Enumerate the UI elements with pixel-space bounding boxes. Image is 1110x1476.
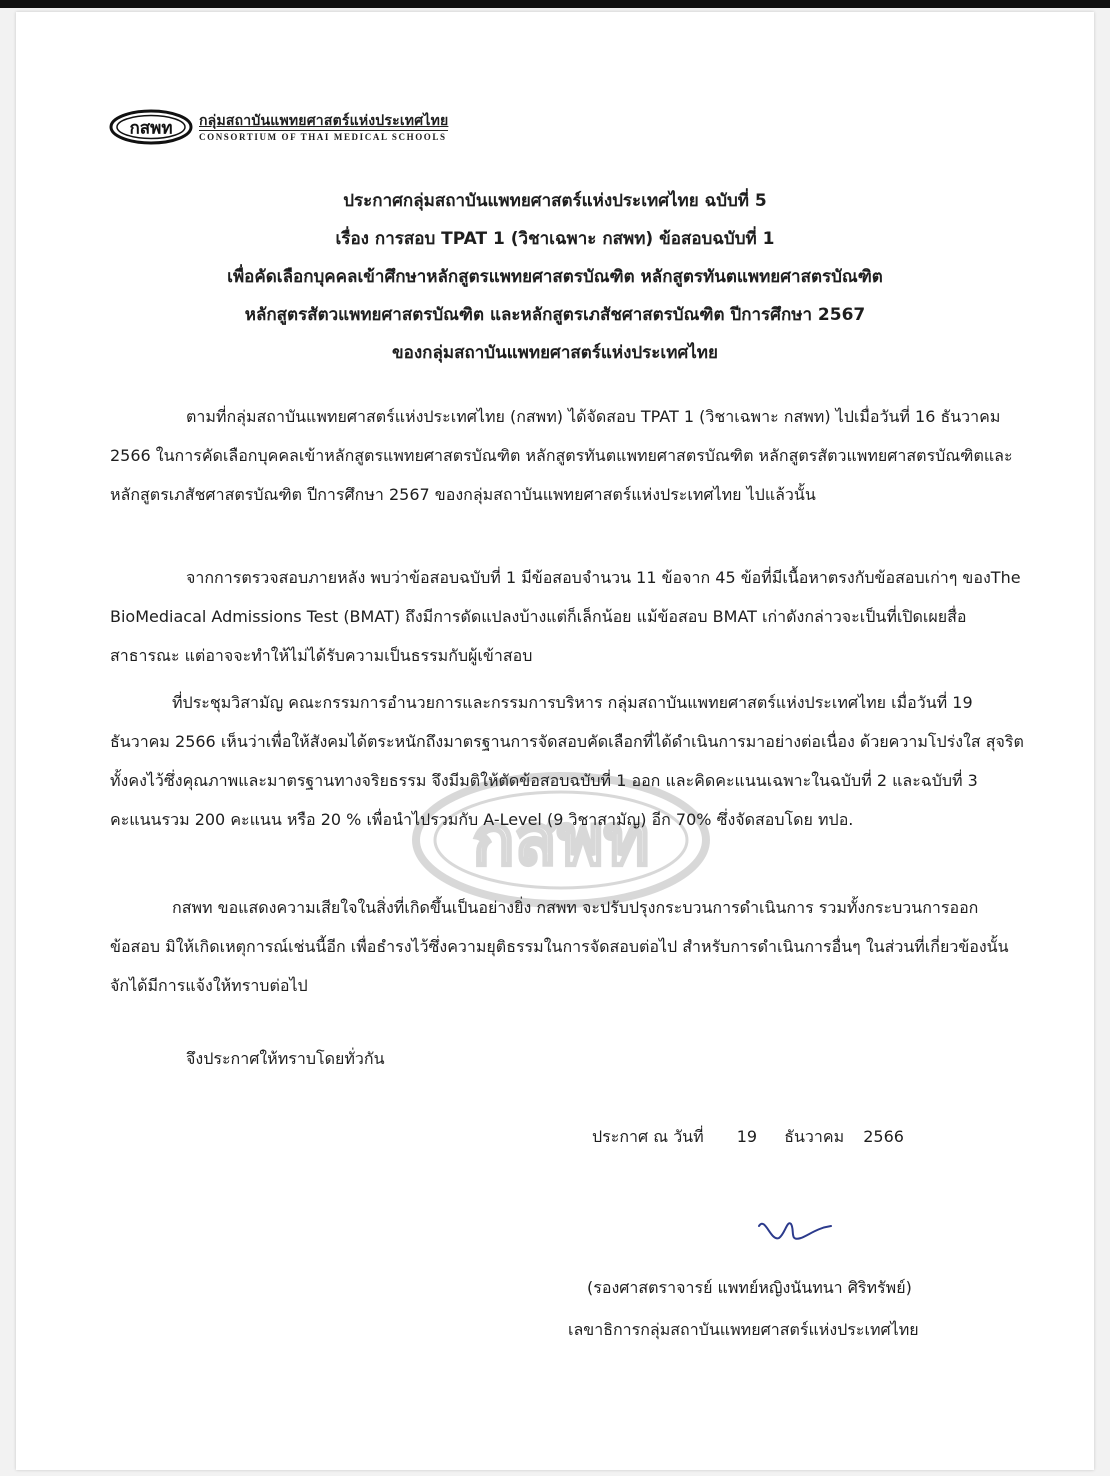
logo-lettering: กสพท xyxy=(129,118,173,139)
heading-line: ของกลุ่มสถาบันแพทยศาสตร์แห่งประเทศไทย xyxy=(392,343,718,363)
heading-line: หลักสูตรสัตวแพทยศาสตรบัณฑิต และหลักสูตรเภสัชศาสตรบัณฑิต ปีการศึกษา 2567 xyxy=(244,305,866,325)
date-prefix: ประกาศ ณ วันที่ xyxy=(592,1127,704,1146)
signatory-name: (รองศาสตราจารย์ แพทย์หญิงนันทนา ศิริทรัพย์) xyxy=(587,1278,912,1297)
announcement-heading xyxy=(16,182,1094,372)
date-day: 19 xyxy=(736,1127,758,1146)
body-paragraph: จากการตรวจสอบภายหลัง พบว่าข้อสอบฉบับที่ 1 มีข้อสอบจำนวน 11 ข้อจาก 45 ข้อที่มีเนื้อหาตรงกับข้อสอบเก่าๆ ของThe BioMediacal Admissions Test (BMAT) ถึงมีการดัดแปลงบ้างแต่ก็เล็กน้อย แม้ข้อสอบ BMAT เก่าดังกล่าวจะเป็นที่เปิดเผยสื่อสาธารณะ แต่อาจจะทำให้ไม่ได้รับความเป็นธรรมกับผู้เข้าสอบ xyxy=(110,568,1021,665)
letterhead xyxy=(109,107,448,147)
date-month: ธันวาคม xyxy=(784,1127,845,1146)
consortium-logo-icon xyxy=(109,109,193,145)
letterhead-text xyxy=(199,112,448,143)
watermark-lettering: กสพท xyxy=(472,799,650,881)
org-name-thai: กลุ่มสถาบันแพทยศาสตร์แห่งประเทศไทย xyxy=(199,112,449,129)
date-year: 2566 xyxy=(863,1127,904,1146)
document-page xyxy=(16,12,1094,1470)
heading-line: ประกาศกลุ่มสถาบันแพทยศาสตร์แห่งประเทศไทย ฉบับที่ 5 xyxy=(343,191,767,211)
body-paragraph: ที่ประชุมวิสามัญ คณะกรรมการอำนวยการและกรรมการบริหาร กลุ่มสถาบันแพทยศาสตร์แห่งประเทศไทย เมื่อวันที่ 19 ธันวาคม 2566 เห็นว่าเพื่อให้สังคมได้ตระหนักถึงมาตรฐานการจัดสอบคัดเลือกที่ได้ดำเนินการมาอย่างต่อเนื่อง ด้วยความโปร่งใส สุจริต ทั้งคงไว้ซึ่งคุณภาพและมาตรฐานทางจริยธรรม จึงมีมติให้ตัดข้อสอบฉบับที่ 1 ออก และคิดคะแนนเฉพาะในฉบับที่ 2 และฉบับที่ 3 คะแนนรวม 200 คะแนน หรือ 20 % เพื่อนำไปรวมกับ A-Level (9 วิชาสามัญ) อีก 70% ซึ่งจัดสอบโดย ทปอ. xyxy=(110,693,1024,829)
heading-line: เพื่อคัดเลือกบุคคลเข้าศึกษาหลักสูตรแพทยศาสตรบัณฑิต หลักสูตรทันตแพทยศาสตรบัณฑิต xyxy=(227,267,883,287)
org-name-english: CONSORTIUM OF THAI MEDICAL SCHOOLS xyxy=(199,131,447,142)
signature-icon xyxy=(751,1212,841,1252)
signatory-title: เลขาธิการกลุ่มสถาบันแพทยศาสตร์แห่งประเทศไทย xyxy=(568,1320,919,1339)
body-paragraph: กสพท ขอแสดงความเสียใจในสิ่งที่เกิดขึ้นเป็นอย่างยิ่ง กสพท จะปรับปรุงกระบวนการดำเนินการ รวมทั้งกระบวนการออกข้อสอบ มิให้เกิดเหตุการณ์เช่นนี้อีก เพื่อธำรงไว้ซึ่งความยุติธรรมในการจัดสอบต่อไป สำหรับการดำเนินการอื่นๆ ในส่วนที่เกี่ยวข้องนั้น จักได้มีการแจ้งให้ทราบต่อไป xyxy=(110,898,1009,995)
heading-line: เรื่อง การสอบ TPAT 1 (วิชาเฉพาะ กสพท) ข้อสอบฉบับที่ 1 xyxy=(335,229,775,249)
closing-statement: จึงประกาศให้ทราบโดยทั่วกัน xyxy=(186,1049,385,1068)
status-bar-edge xyxy=(0,0,1110,8)
body-paragraph: ตามที่กลุ่มสถาบันแพทยศาสตร์แห่งประเทศไทย (กสพท) ได้จัดสอบ TPAT 1 (วิชาเฉพาะ กสพท) ไปเมื่อวันที่ 16 ธันวาคม 2566 ในการคัดเลือกบุคคลเข้าหลักสูตรแพทยศาสตรบัณฑิต หลักสูตรทันตแพทยศาสตรบัณฑิต หลักสูตรสัตวแพทยศาสตรบัณฑิตและหลักสูตรเภสัชศาสตรบัณฑิต ปีการศึกษา 2567 ของกลุ่มสถาบันแพทยศาสตร์แห่งประเทศไทย ไปแล้วนั้น xyxy=(110,407,1013,504)
announcement-date xyxy=(592,1125,904,1149)
